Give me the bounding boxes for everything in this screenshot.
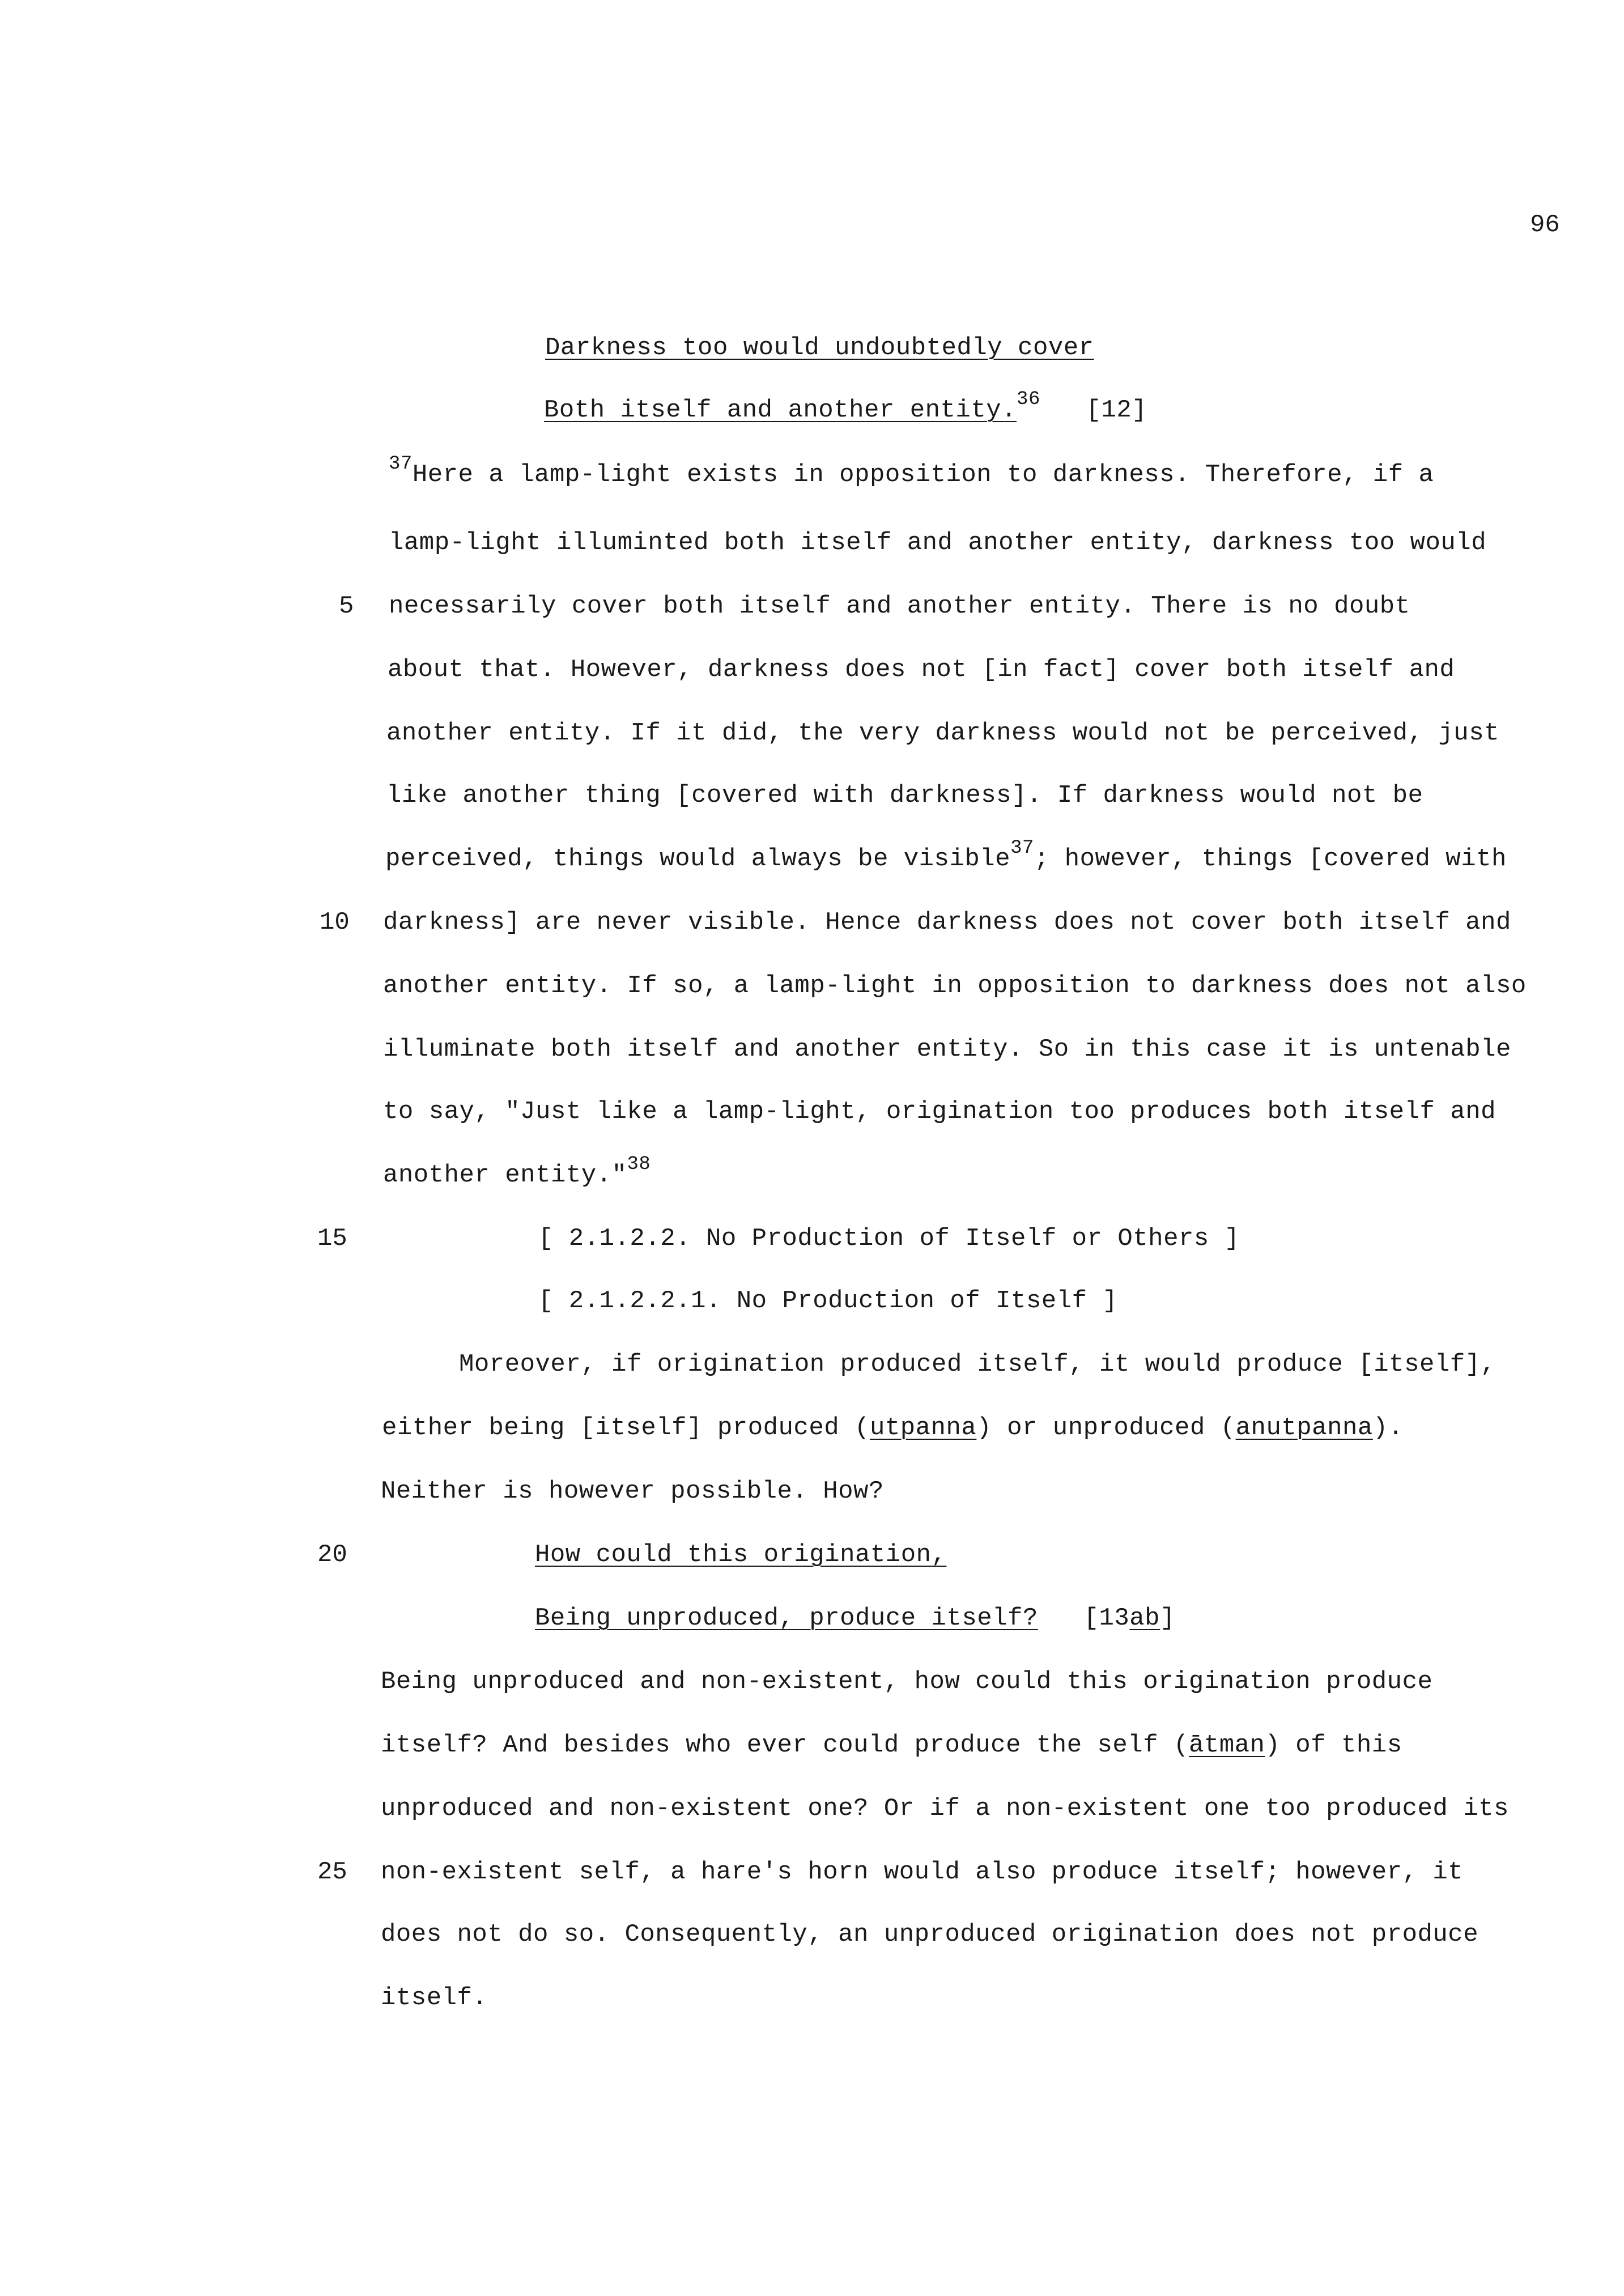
line-number-15: 15 (317, 1224, 347, 1253)
verse-13-line-2 (535, 1601, 1175, 1635)
verse-13-line-2-text: Being unproduced, produce itself? (535, 1604, 1038, 1632)
para2-line-3: Neither is however possible. How? (381, 1477, 884, 1506)
verse-12-line-2 (544, 389, 1147, 427)
term-atman: ātman (1188, 1731, 1265, 1759)
para1-line-5: another entity. If it did, the very darkness would not be perceived, just (386, 719, 1500, 747)
footnote-ref-36: 36 (1017, 389, 1040, 411)
para1-line-7: perceived, things would always be visible$^{37}$; however, things [covered with (385, 837, 1507, 873)
verse-12-line-2-text: Both itself and another entity. (544, 396, 1017, 424)
term-utpanna: utpanna (869, 1414, 977, 1442)
para3-line-3: unproduced and non-existent one? Or if a non-existent one too produced its (381, 1795, 1509, 1823)
para1-line-6: like another thing [covered with darkness]. If darkness would not be (386, 781, 1423, 810)
para1-line-12: another entity."$^{38}$ (383, 1154, 651, 1189)
para1-line-2: lamp-light illuminted both itself and another entity, darkness too would (389, 529, 1487, 557)
para3-line-2: itself? And besides who ever could produce the self (ātman) of this (381, 1731, 1402, 1759)
page-number: 96 (1530, 211, 1560, 239)
para1-line-3: necessarily cover both itself and another entity. There is no doubt (389, 592, 1410, 620)
para3-line-1: Being unproduced and non-existent, how could this origination produce (381, 1668, 1433, 1696)
line-number-25: 25 (317, 1858, 347, 1886)
para1-line-8: darkness] are never visible. Hence darkness does not cover both itself and (383, 908, 1511, 937)
para1-line-11: to say, "Just like a lamp-light, origination too produces both itself and (383, 1098, 1497, 1126)
verse-13-ref: [13ab] (1083, 1604, 1175, 1632)
para1-line-1: $^{37}$Here a lamp-light exists in opposition to darkness. Therefore, if a (389, 453, 1434, 489)
footnote-ref-37b: 37 (1010, 837, 1034, 860)
para2-line-1: Moreover, if origination produced itself, it would produce [itself], (459, 1350, 1496, 1379)
para1-line-4: about that. However, darkness does not [in fact] cover both itself and (388, 656, 1455, 684)
verse-12-ref: [12] (1086, 396, 1147, 424)
verse-12-line-1: Darkness too would undoubtedly cover (545, 334, 1094, 362)
footnote-ref-38: 38 (627, 1154, 651, 1176)
term-anutpanna: anutpanna (1235, 1414, 1373, 1442)
para3-line-6: itself. (381, 1984, 488, 2012)
section-heading-2-1-2-2: [ 2.1.2.2. No Production of Itself or Others ] (538, 1224, 1240, 1253)
para3-line-4: non-existent self, a hare's horn would also produce itself; however, it (381, 1858, 1464, 1886)
verse-13-line-1: How could this origination, (535, 1541, 947, 1569)
line-number-20: 20 (317, 1541, 347, 1569)
line-number-10: 10 (320, 908, 350, 937)
section-heading-2-1-2-2-1: [ 2.1.2.2.1. No Production of Itself ] (538, 1287, 1118, 1315)
para1-line-10: illuminate both itself and another entity. So in this case it is untenable (383, 1035, 1511, 1064)
footnote-ref-37a: 37 (389, 453, 413, 475)
line-number-5: 5 (339, 592, 354, 620)
para3-line-5: does not do so. Consequently, an unproduced origination does not produce (381, 1920, 1479, 1949)
para1-line-9: another entity. If so, a lamp-light in opposition to darkness does not also (383, 972, 1527, 1000)
para2-line-2: either being [itself] produced (utpanna) or unproduced (anutpanna). (382, 1414, 1404, 1442)
